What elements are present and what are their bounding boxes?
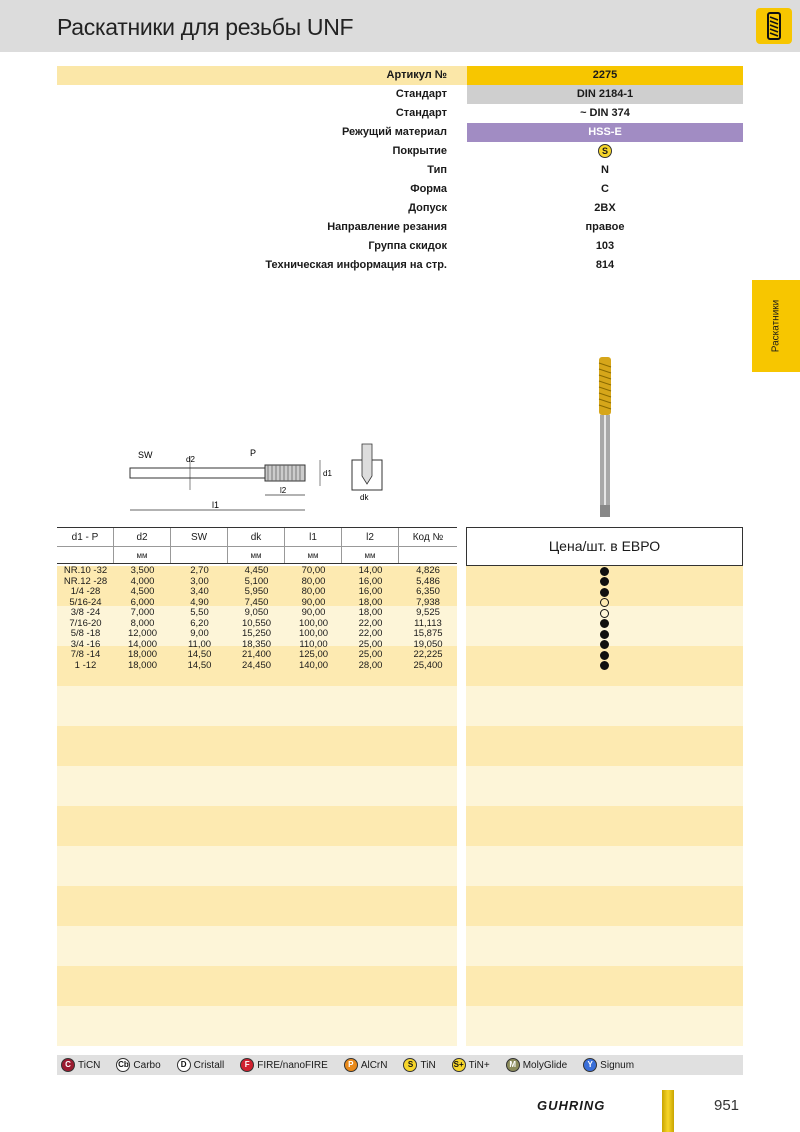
coating-badge-icon: S <box>403 1058 417 1072</box>
prop-row-standard-2 <box>57 104 743 123</box>
table-cell: 9,00 <box>190 628 209 639</box>
label-sw: SW <box>138 450 153 460</box>
coating-badge-icon: C <box>61 1058 75 1072</box>
table-cell: 18,00 <box>358 607 383 618</box>
table-cell: 14,00 <box>358 565 383 576</box>
coating-legend <box>57 1055 743 1075</box>
stock-dot-icon <box>600 588 609 597</box>
legend-label: TiCN <box>78 1059 101 1071</box>
legend-label: Carbo <box>133 1059 161 1071</box>
legend-label: FIRE/nanoFIRE <box>257 1059 328 1071</box>
table-cell: 22,00 <box>358 617 383 629</box>
table-cell: 3,500 <box>130 565 155 576</box>
table-cell: 16,00 <box>358 586 383 597</box>
table-row <box>57 650 457 661</box>
table-cell: 25,00 <box>358 638 383 650</box>
label-d2: d2 <box>186 455 195 464</box>
legend-item <box>61 1058 100 1072</box>
table-cell: 4,450 <box>244 565 269 576</box>
table-cell: 90,00 <box>301 596 326 608</box>
stock-dot-icon <box>600 567 609 576</box>
table-cell: NR.12 -28 <box>63 575 108 587</box>
table-cell: 5,50 <box>190 607 209 618</box>
table-cell: NR.10 -32 <box>63 565 108 576</box>
legend-item <box>116 1058 160 1072</box>
legend-item <box>403 1058 435 1072</box>
price-row <box>466 608 743 619</box>
side-tab[interactable] <box>752 280 800 372</box>
legend-item <box>506 1058 567 1072</box>
label-d1: d1 <box>323 469 332 478</box>
prop-value: ~ DIN 374 <box>580 107 630 119</box>
prop-label: Артикул № <box>57 66 467 85</box>
unit-cell: мм <box>228 547 285 563</box>
coating-badge-icon: D <box>177 1058 191 1072</box>
price-row <box>466 650 743 661</box>
column-header: dk <box>228 528 285 546</box>
prop-row-form <box>57 180 743 199</box>
price-row <box>466 661 743 672</box>
prop-value: HSS-E <box>467 123 743 142</box>
table-cell: 3,40 <box>190 586 209 597</box>
table-cell: 4,90 <box>190 596 209 608</box>
table-cell: 80,00 <box>301 586 326 597</box>
label-l1: l1 <box>212 500 220 510</box>
table-cell: 100,00 <box>298 628 329 639</box>
table-cell: 4,826 <box>416 565 440 576</box>
legend-label: Cristall <box>193 1059 225 1071</box>
unit-cell <box>171 547 228 563</box>
table-cell: 15,250 <box>241 628 272 639</box>
prop-row-direction <box>57 218 743 237</box>
table-row <box>57 587 457 598</box>
table-cell: 15,875 <box>413 628 443 639</box>
table-cell: 18,000 <box>127 659 158 671</box>
prop-value: 2BX <box>594 202 616 214</box>
table-unit-row <box>57 546 457 564</box>
table-cell: 14,50 <box>187 649 212 660</box>
page-number: 951 <box>714 1097 740 1114</box>
prop-value: N <box>601 164 609 176</box>
coating-badge-icon: P <box>344 1058 358 1072</box>
table-cell: 7,450 <box>244 596 269 608</box>
stock-dot-icon <box>600 577 609 586</box>
legend-label: MolyGlide <box>522 1059 568 1071</box>
table-cell: 18,350 <box>241 638 272 650</box>
tool-diagram <box>120 440 400 520</box>
table-cell: 1/4 -28 <box>70 586 101 597</box>
dimensions-table-body <box>57 566 457 671</box>
table-cell: 7/16-20 <box>69 617 102 629</box>
price-row <box>466 629 743 640</box>
table-cell: 80,00 <box>301 575 326 587</box>
column-header: d1 - P <box>57 528 114 546</box>
properties-table <box>57 66 743 275</box>
unit-cell <box>399 547 457 563</box>
legend-item <box>452 1058 490 1072</box>
coating-badge-icon: F <box>240 1058 254 1072</box>
label-p: P <box>250 448 257 458</box>
label-l2: l2 <box>280 486 287 495</box>
legend-item <box>240 1058 328 1072</box>
table-cell: 24,450 <box>241 659 272 671</box>
table-cell: 6,000 <box>130 596 155 608</box>
price-row <box>466 598 743 609</box>
prop-label: Техническая информация на стр. <box>265 259 447 271</box>
stock-dot-icon <box>600 661 609 670</box>
prop-value: C <box>601 183 609 195</box>
table-cell: 25,400 <box>413 659 443 671</box>
brand-bar <box>662 1090 674 1132</box>
price-column <box>466 566 743 671</box>
page-title: Раскатники для резьбы UNF <box>57 14 354 40</box>
coating-badge-icon: Cb <box>116 1058 130 1072</box>
column-header: Код № <box>412 532 444 543</box>
table-cell: 3/8 -24 <box>70 607 101 618</box>
table-cell: 3,00 <box>190 575 209 587</box>
prop-label: Покрытие <box>392 145 447 157</box>
coating-badge-icon: M <box>506 1058 520 1072</box>
coating-badge: S <box>598 144 612 158</box>
prop-label: Допуск <box>408 202 447 214</box>
order-dot-icon <box>600 609 609 618</box>
stock-dot-icon <box>600 630 609 639</box>
prop-label: Стандарт <box>395 88 447 100</box>
price-row <box>466 640 743 651</box>
prop-row-tolerance <box>57 199 743 218</box>
table-cell: 140,00 <box>298 659 329 671</box>
table-cell: 4,000 <box>130 575 155 587</box>
table-cell: 70,00 <box>301 565 326 576</box>
table-cell: 7,000 <box>130 607 155 618</box>
table-cell: 14,50 <box>187 659 212 671</box>
dimensions-table-header <box>57 527 457 564</box>
price-row <box>466 577 743 588</box>
price-row <box>466 619 743 630</box>
table-cell: 6,20 <box>190 617 209 629</box>
table-row <box>57 608 457 619</box>
prop-label: Стандарт <box>395 107 447 119</box>
tool-image <box>590 355 620 520</box>
price-header: Цена/шт. в ЕВРО <box>466 527 743 566</box>
page-header <box>0 0 800 52</box>
table-cell: 1 -12 <box>74 659 97 671</box>
table-cell: 5/16-24 <box>69 596 102 608</box>
legend-label: Signum <box>600 1059 635 1071</box>
table-cell: 25,00 <box>358 649 383 660</box>
table-cell: 10,550 <box>241 617 272 629</box>
prop-label: Тип <box>427 164 447 176</box>
table-cell: 9,050 <box>244 607 269 618</box>
table-cell: 7,938 <box>416 596 440 608</box>
table-cell: 18,00 <box>358 596 383 608</box>
table-cell: 100,00 <box>298 617 329 629</box>
legend-label: TiN+ <box>468 1059 490 1071</box>
coating-badge-icon: S+ <box>452 1058 466 1072</box>
table-cell: 11,113 <box>414 617 442 629</box>
brand-logo: GUHRING <box>537 1098 606 1113</box>
label-dk: dk <box>360 493 369 502</box>
unit-cell <box>57 547 114 563</box>
prop-row-standard <box>57 85 743 104</box>
table-row <box>57 566 457 577</box>
prop-value: 814 <box>595 259 615 271</box>
legend-label: TiN <box>420 1059 436 1071</box>
table-cell: 9,525 <box>416 607 440 618</box>
table-cell: 90,00 <box>301 607 326 618</box>
table-header-row <box>57 527 457 546</box>
prop-value <box>467 142 743 161</box>
table-cell: 8,000 <box>130 617 155 629</box>
prop-row-coating <box>57 142 743 161</box>
prop-label: Режущий материал <box>341 126 447 138</box>
table-cell: 110,00 <box>299 638 328 650</box>
table-cell: 6,350 <box>416 586 440 597</box>
table-cell: 2,70 <box>190 565 209 576</box>
coating-badge-icon: Y <box>583 1058 597 1072</box>
table-cell: 21,400 <box>241 649 272 660</box>
legend-item <box>177 1058 225 1072</box>
prop-label: Направление резания <box>327 221 447 233</box>
stock-dot-icon <box>600 619 609 628</box>
prop-row-article <box>57 66 743 85</box>
table-cell: 5,100 <box>244 575 269 587</box>
table-row <box>57 629 457 640</box>
table-cell: 125,00 <box>298 649 329 660</box>
prop-row-discount <box>57 237 743 256</box>
legend-label: AlCrN <box>360 1059 388 1071</box>
prop-row-type <box>57 161 743 180</box>
table-cell: 5,950 <box>244 586 269 597</box>
order-dot-icon <box>600 598 609 607</box>
table-cell: 12,000 <box>127 628 158 639</box>
prop-label: Форма <box>410 183 447 195</box>
table-cell: 5,486 <box>416 575 440 587</box>
table-cell: 16,00 <box>358 575 383 587</box>
column-header: SW <box>171 528 228 546</box>
legend-item <box>344 1058 388 1072</box>
prop-value: 2275 <box>467 66 743 85</box>
legend-item <box>583 1058 634 1072</box>
unit-cell: мм <box>114 547 171 563</box>
table-cell: 28,00 <box>358 659 383 671</box>
table-cell: 19,050 <box>413 638 443 650</box>
column-header: d2 <box>114 528 171 546</box>
table-row <box>57 661 457 672</box>
column-header: l1 <box>285 528 342 546</box>
unit-cell: мм <box>285 547 342 563</box>
table-cell: 5/8 -18 <box>70 628 101 639</box>
prop-row-material <box>57 123 743 142</box>
table-cell: 3/4 -16 <box>70 638 101 650</box>
unit-cell: мм <box>342 547 399 563</box>
stock-dot-icon <box>600 640 609 649</box>
price-row <box>466 566 743 577</box>
stock-dot-icon <box>600 651 609 660</box>
column-header: l2 <box>342 528 399 546</box>
table-cell: 22,00 <box>358 628 383 639</box>
table-cell: 14,000 <box>127 638 158 650</box>
price-row <box>466 587 743 598</box>
thread-former-icon <box>756 8 792 44</box>
table-cell: 4,500 <box>130 586 155 597</box>
table-cell: 18,000 <box>127 649 158 660</box>
table-cell: 22,225 <box>413 649 443 660</box>
prop-label: Группа скидок <box>368 240 447 252</box>
prop-value: правое <box>585 221 625 233</box>
table-cell: 11,00 <box>187 638 212 650</box>
prop-row-tech-info <box>57 256 743 275</box>
side-tab-label: Раскатники <box>770 299 782 353</box>
prop-value: DIN 2184-1 <box>467 85 743 104</box>
table-cell: 7/8 -14 <box>70 649 101 660</box>
prop-value: 103 <box>595 240 615 252</box>
